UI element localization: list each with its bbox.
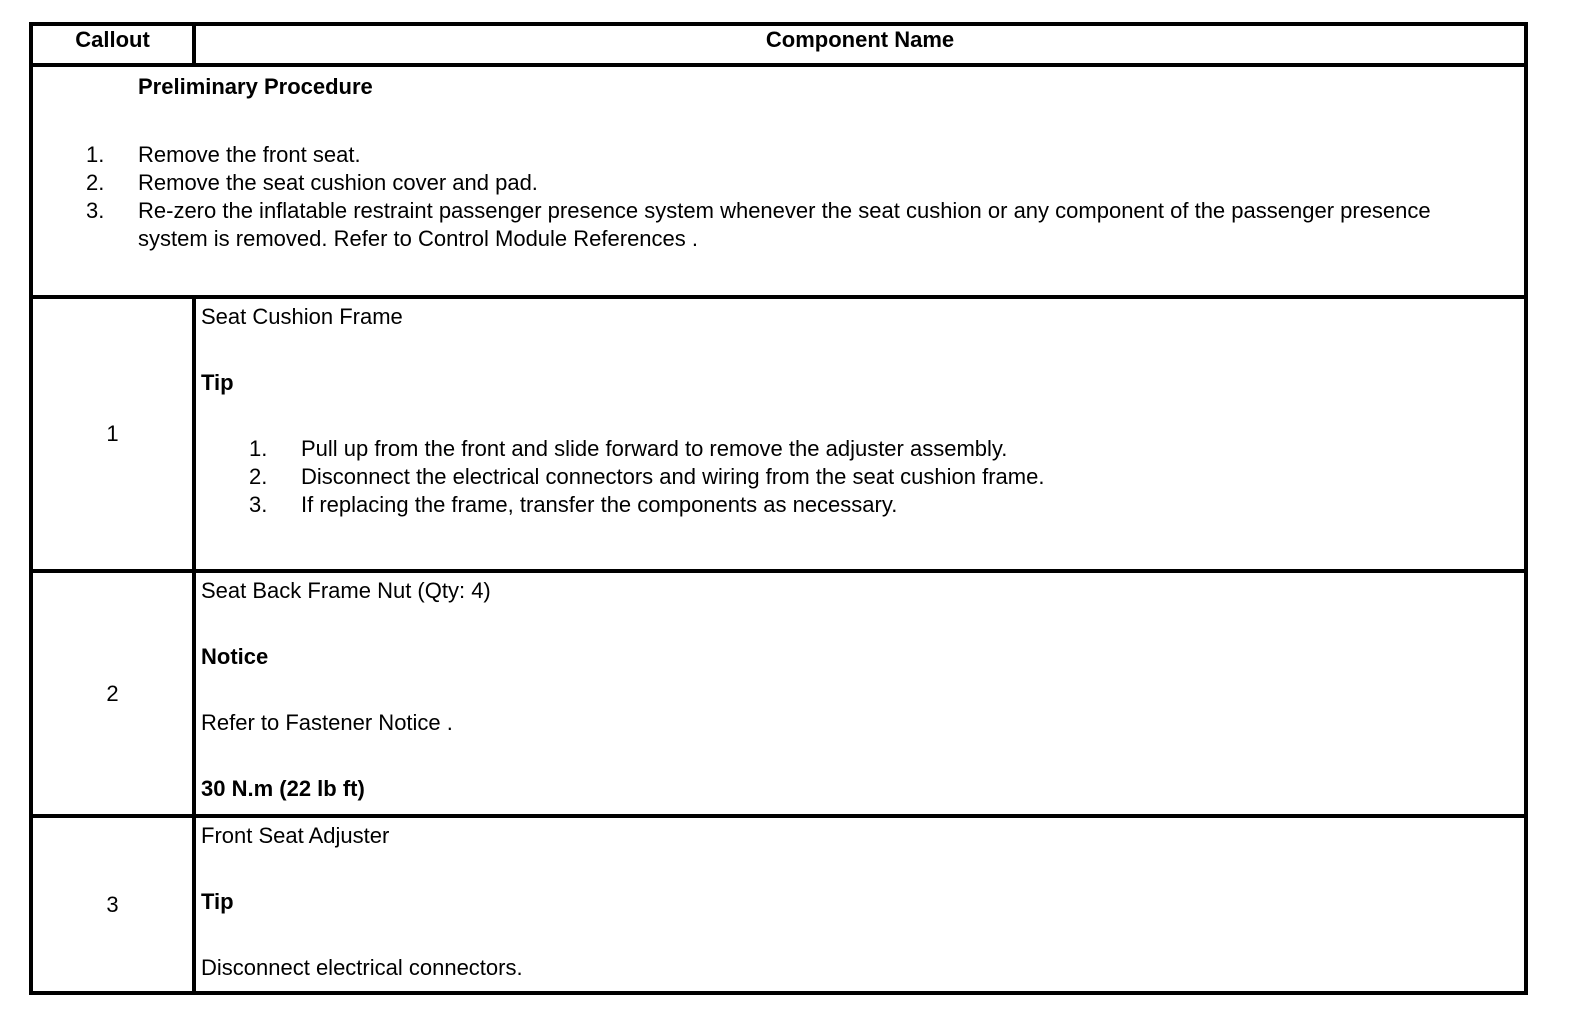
- step-number: 3.: [86, 198, 105, 223]
- component-name: Seat Cushion Frame: [201, 304, 403, 329]
- list-item: [249, 491, 1524, 519]
- step-text: If replacing the frame, transfer the components as necessary.: [301, 492, 898, 517]
- component-cell: [194, 571, 1526, 816]
- step-text: Remove the seat cushion cover and pad.: [138, 170, 538, 195]
- step-number: 3.: [249, 492, 268, 517]
- list-item: [249, 463, 1524, 491]
- preliminary-title: Preliminary Procedure: [138, 74, 373, 99]
- preliminary-cell: [31, 65, 1526, 297]
- tip-label: Tip: [201, 889, 234, 914]
- step-number: 1.: [86, 142, 105, 167]
- list-item: [86, 197, 1494, 253]
- table-row: [31, 816, 1526, 993]
- tip-steps: [201, 435, 1524, 519]
- preliminary-row: [31, 65, 1526, 297]
- notice-label: Notice: [201, 644, 269, 669]
- table-row: [31, 571, 1526, 816]
- callout-number: 1: [31, 297, 194, 571]
- tip-text: Disconnect electrical connectors.: [201, 955, 523, 980]
- table-row: [31, 297, 1526, 571]
- component-name: Seat Back Frame Nut (Qty: 4): [201, 578, 491, 603]
- step-text: Remove the front seat.: [138, 142, 361, 167]
- step-number: 2.: [249, 464, 268, 489]
- table-header-row: [31, 24, 1526, 65]
- callout-number: 3: [31, 816, 194, 993]
- callout-number: 2: [31, 571, 194, 816]
- header-component-name: Component Name: [194, 24, 1526, 65]
- notice-text: Refer to Fastener Notice .: [201, 710, 453, 735]
- list-item: [249, 435, 1524, 463]
- list-item: [86, 169, 1494, 197]
- component-cell: [194, 297, 1526, 571]
- component-name: Front Seat Adjuster: [201, 823, 390, 848]
- component-cell: [194, 816, 1526, 993]
- step-text: Re-zero the inflatable restraint passenger presence system whenever the seat cushion or any component of the passenger presence system is removed. Refer to Control Module References .: [138, 198, 1431, 251]
- tip-label: Tip: [201, 370, 234, 395]
- list-item: [86, 141, 1494, 169]
- step-text: Pull up from the front and slide forward to remove the adjuster assembly.: [301, 436, 1008, 461]
- header-callout: Callout: [31, 24, 194, 65]
- step-number: 2.: [86, 170, 105, 195]
- step-text: Disconnect the electrical connectors and wiring from the seat cushion frame.: [301, 464, 1045, 489]
- torque-spec: 30 N.m (22 lb ft): [201, 776, 365, 801]
- step-number: 1.: [249, 436, 268, 461]
- preliminary-steps: [86, 141, 1494, 253]
- procedure-table: [29, 22, 1528, 995]
